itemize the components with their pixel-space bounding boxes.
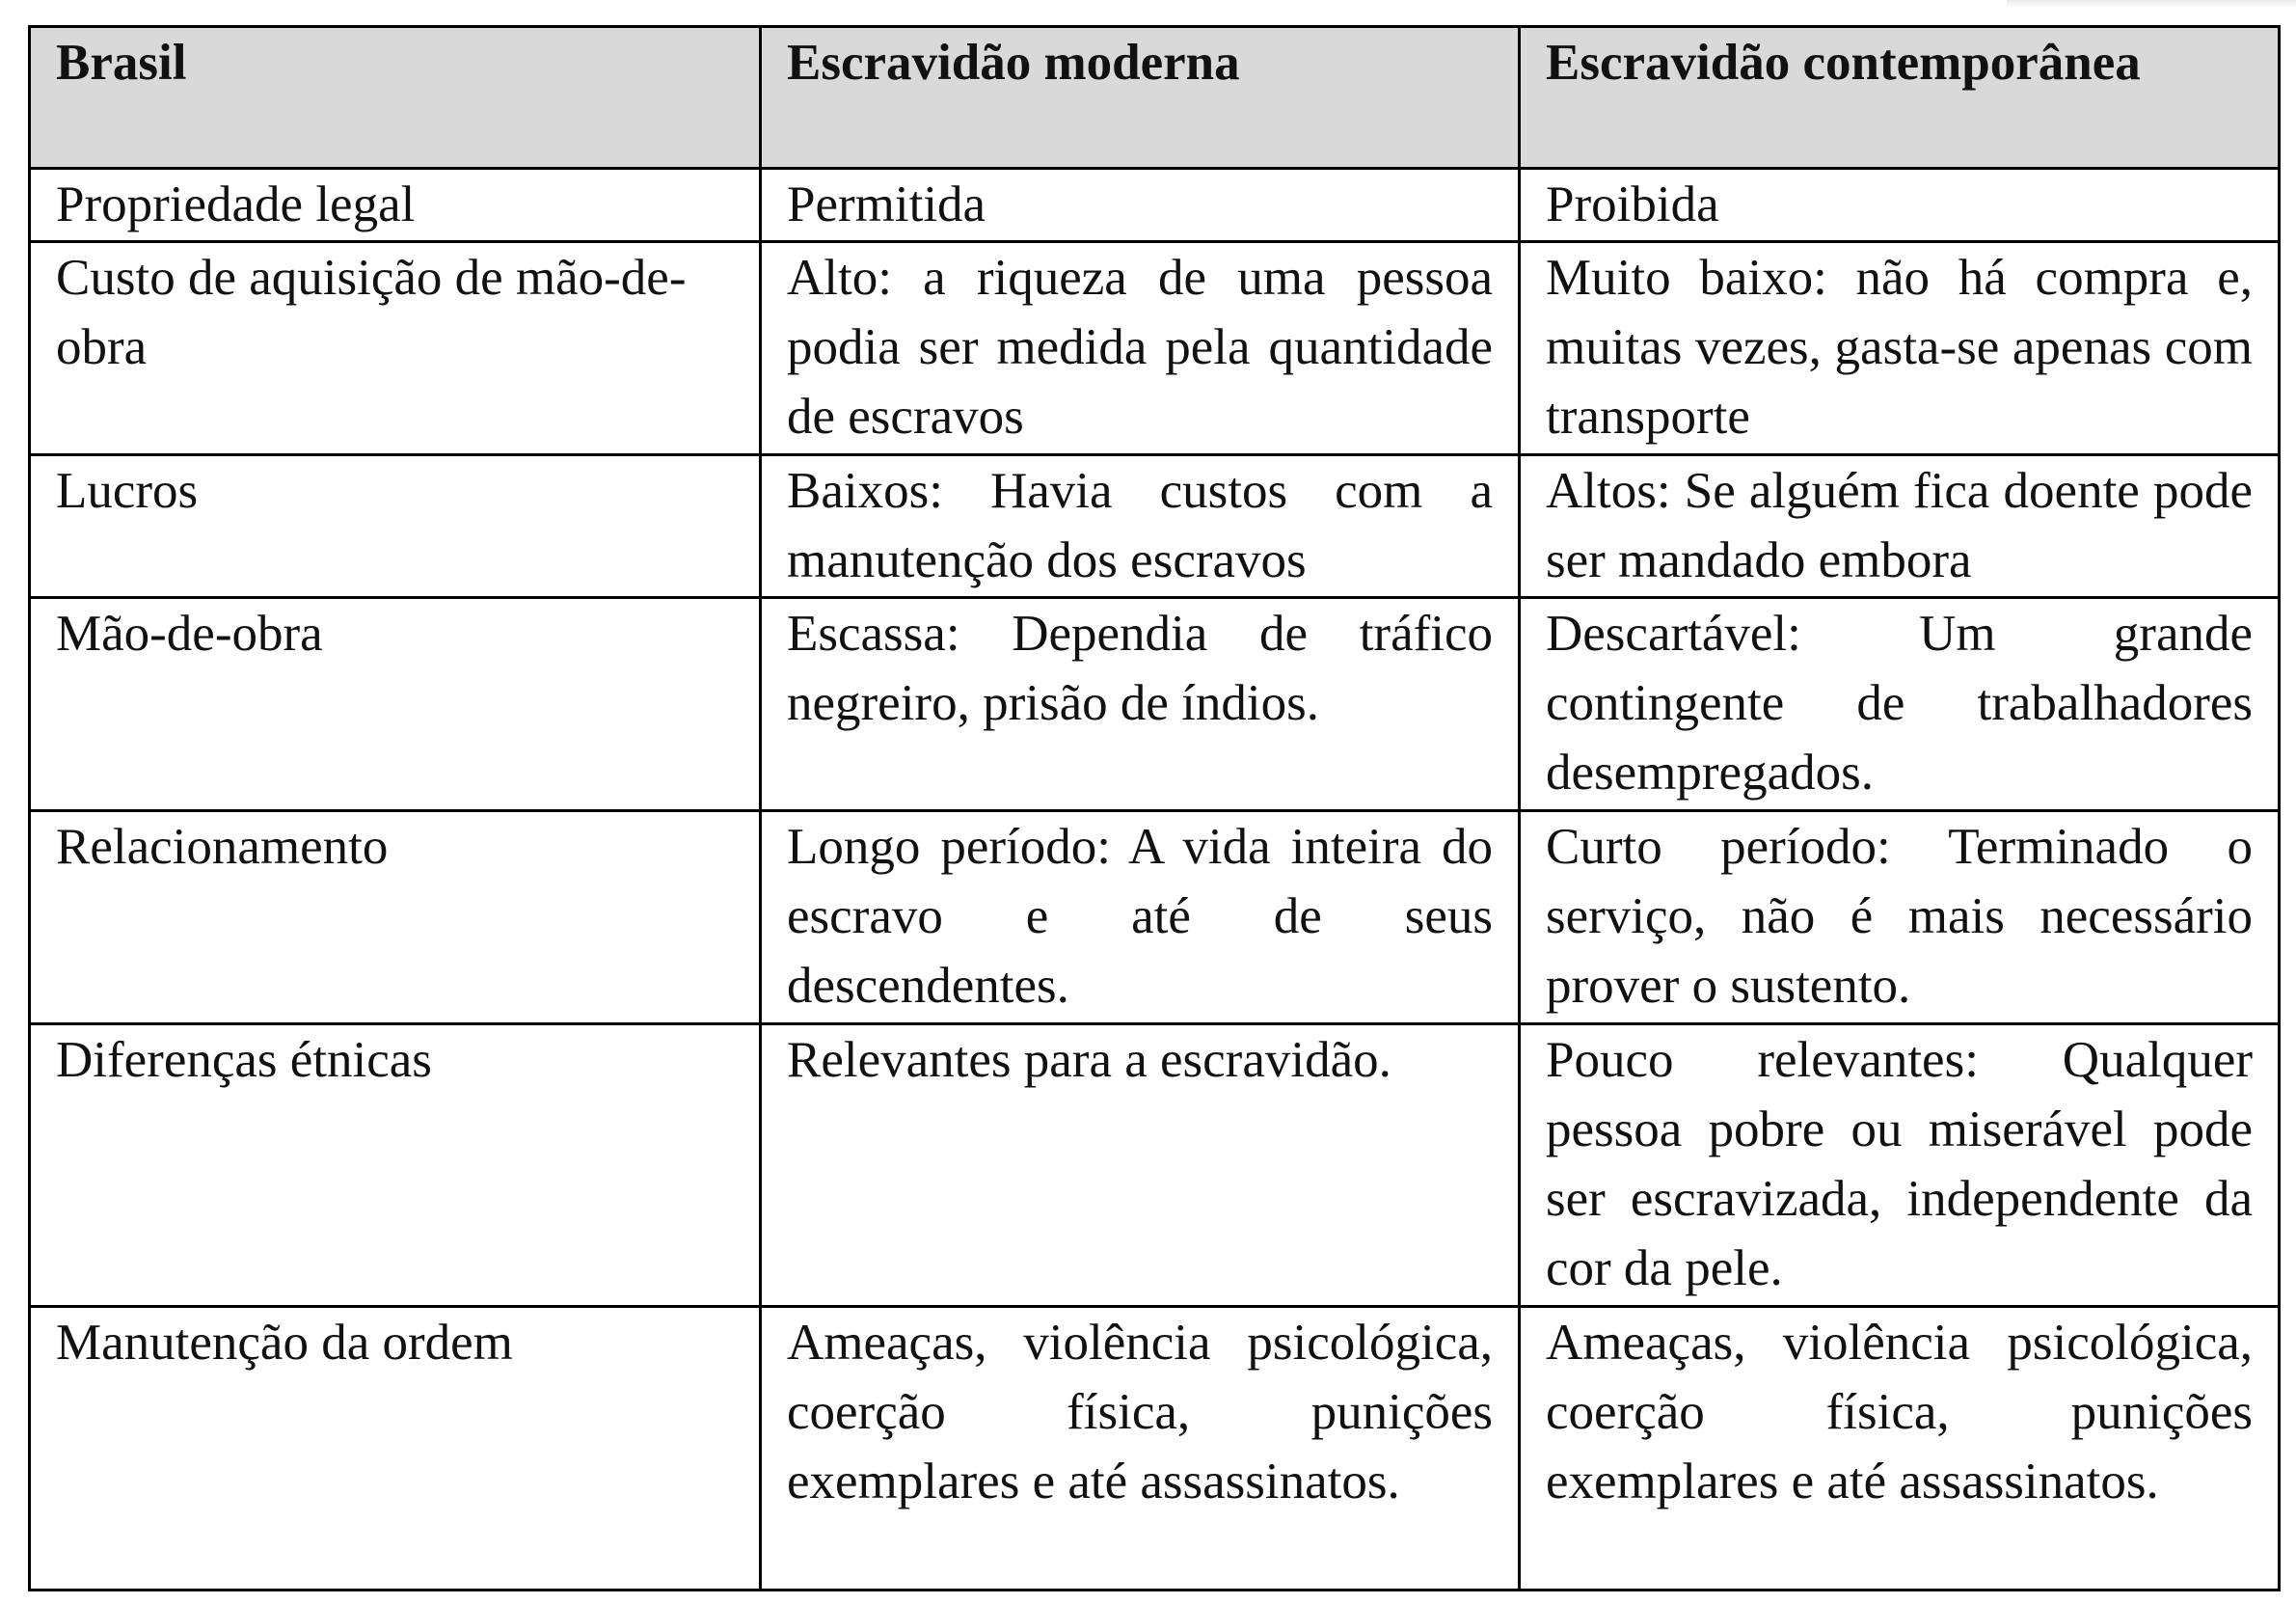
contemporary-cell: Ameaças, violência psicológica, coerção física, punições exemplares e até assassinatos.: [1520, 1307, 2280, 1590]
contemporary-cell: Proibida: [1520, 169, 2280, 242]
table-row: [30, 810, 2280, 1023]
modern-cell: Alto: a riqueza de uma pessoa podia ser medida pela quantidade de escravos: [761, 241, 1520, 454]
table-header: [30, 27, 2280, 169]
table-row: [30, 1307, 2280, 1590]
row-label-cell: Diferenças étnicas: [30, 1023, 761, 1307]
header-cell-modern-slavery: Escravidão moderna: [761, 27, 1520, 169]
table-row: [30, 454, 2280, 597]
header-cell-country: Brasil: [30, 27, 761, 169]
corner-shading: [2007, 0, 2296, 8]
table-row: [30, 169, 2280, 242]
comparison-table: [28, 25, 2281, 1591]
row-label-cell: Mão-de-obra: [30, 597, 761, 810]
table-body: [30, 169, 2280, 1590]
contemporary-cell: Muito baixo: não há compra e, muitas vezes, gasta-se apenas com transporte: [1520, 241, 2280, 454]
row-label-cell: Relacionamento: [30, 810, 761, 1023]
modern-cell: Permitida: [761, 169, 1520, 242]
table-row: [30, 597, 2280, 810]
row-label-cell: Manutenção da ordem: [30, 1307, 761, 1590]
modern-cell: Longo período: A vida inteira do escravo e até de seus descendentes.: [761, 810, 1520, 1023]
header-row: [30, 27, 2280, 169]
modern-cell: Escassa: Dependia de tráfico negreiro, prisão de índios.: [761, 597, 1520, 810]
contemporary-cell: Altos: Se alguém fica doente pode ser mandado embora: [1520, 454, 2280, 597]
modern-cell: Baixos: Havia custos com a manutenção dos escravos: [761, 454, 1520, 597]
table-row: [30, 241, 2280, 454]
table-row: [30, 1023, 2280, 1307]
row-label-cell: Lucros: [30, 454, 761, 597]
header-cell-contemporary-slavery: Escravidão contemporânea: [1520, 27, 2280, 169]
row-label-cell: Propriedade legal: [30, 169, 761, 242]
contemporary-cell: Curto período: Terminado o serviço, não é mais necessário prover o sustento.: [1520, 810, 2280, 1023]
contemporary-cell: Pouco relevantes: Qualquer pessoa pobre ou miserável pode ser escravizada, independente da cor da pele.: [1520, 1023, 2280, 1307]
row-label-cell: Custo de aquisição de mão-de-obra: [30, 241, 761, 454]
contemporary-cell: Descartável: Um grande contingente de trabalhadores desempregados.: [1520, 597, 2280, 810]
modern-cell: Relevantes para a escravidão.: [761, 1023, 1520, 1307]
modern-cell: Ameaças, violência psicológica, coerção física, punições exemplares e até assassinatos.: [761, 1307, 1520, 1590]
